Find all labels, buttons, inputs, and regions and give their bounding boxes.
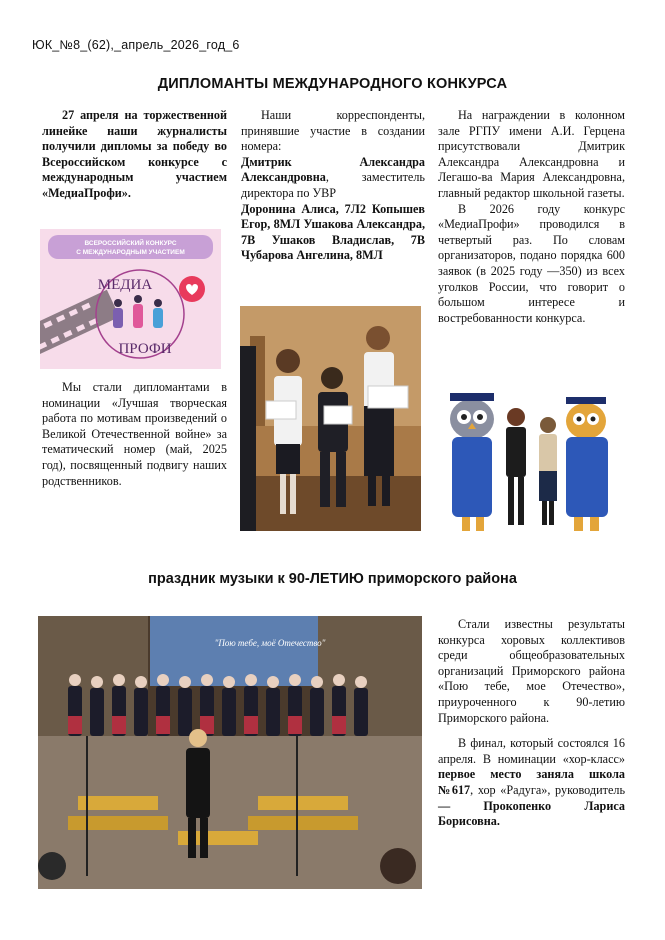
student-names: Доронина Алиса, 7Л2 Копышев Егор, 8МЛ Ушакова Александра, 7В Ушаков Владислав, 7В Чубарова Ангелина, 8МЛ — [241, 201, 425, 263]
column-2-top — [241, 108, 425, 264]
mediaprofi-logo-image — [40, 229, 221, 369]
svg-text:С МЕЖДУНАРОДНЫМ УЧАСТИЕМ: С МЕЖДУНАРОДНЫМ УЧАСТИЕМ — [76, 249, 185, 256]
column-1-bottom — [42, 380, 227, 489]
staff-line — [241, 155, 425, 202]
logo-word-profi: ПРОФИ — [118, 341, 172, 357]
section-title-diplomas: ДИПЛОМАНТЫ МЕЖДУНАРОДНОГО КОНКУРСА — [157, 76, 508, 92]
ceremony-paragraph: На награждении в колонном зале РГПУ имени А.И. Герцена присутствовали Дмитрик Александра Александровна и Легашо-ва Мария Александровна, главный редактор школьной газеты. — [438, 108, 625, 200]
staff-name: Дмитрик Александра Александровна — [241, 154, 425, 185]
final-text-a: В финал, который состоялся 16 апреля. В номинации «хор-класс» — [438, 736, 625, 766]
results-paragraph: Стали известны результаты конкурса хоровых коллективов среди общеобразовательных организаций Приморского района «Пою тебе, мое Отечество», приуроченного к 90-летию Приморского района. — [438, 617, 625, 725]
nomination-paragraph: Мы стали дипломантами в номинации «Лучшая творческая работа по мотивам произведений о Великой Отечественной войне» за тематический номер (май, 2025 год), посвященный подвигу наших родственников. — [42, 380, 227, 488]
staff-role: , заместитель директора по УВР — [241, 170, 425, 200]
column-music-text — [438, 617, 625, 830]
mascots-photo — [436, 381, 621, 536]
final-text-c: , хор «Радуга», руководитель — [470, 782, 625, 797]
director-name: — Прокопенко Лариса Борисовна. — [438, 798, 625, 829]
intro-paragraph: 27 апреля на торжественной линейке наши журналисты получили дипломы за победу во Всероссийском конкурсе с международным участием «МедиаПрофи». — [42, 108, 227, 200]
svg-text:ВСЕРОССИЙСКИЙ КОНКУРС: ВСЕРОССИЙСКИЙ КОНКУРС — [84, 240, 177, 247]
correspondents-intro: Наши корреспонденты, принявшие участие в создании номера: — [241, 108, 425, 154]
first-place-text: первое место заняла школа №617 — [438, 767, 625, 797]
screen-title: "Пою тебе, моё Отечество" — [214, 638, 326, 648]
contest-stats-paragraph: В 2026 году конкурс «МедиаПрофи» проводился в четвертый раз. По словам организаторов, подано порядка 600 заявок (в 2025 году —350) из всех уголков России, что говорит о большом интересе и востребованности конкурса. — [438, 201, 625, 325]
column-1-top — [42, 108, 227, 202]
section-title-music: праздник музыки к 90-ЛЕТИЮ приморского района — [148, 571, 517, 587]
final-paragraph — [438, 736, 625, 830]
students-diploma-photo — [240, 306, 421, 531]
issue-header: ЮК_№8_(62),_апрель_2026_год_6 — [32, 38, 240, 52]
logo-word-media: МЕДИА — [97, 277, 153, 293]
column-3-top — [438, 108, 625, 326]
choir-photo — [38, 616, 422, 889]
